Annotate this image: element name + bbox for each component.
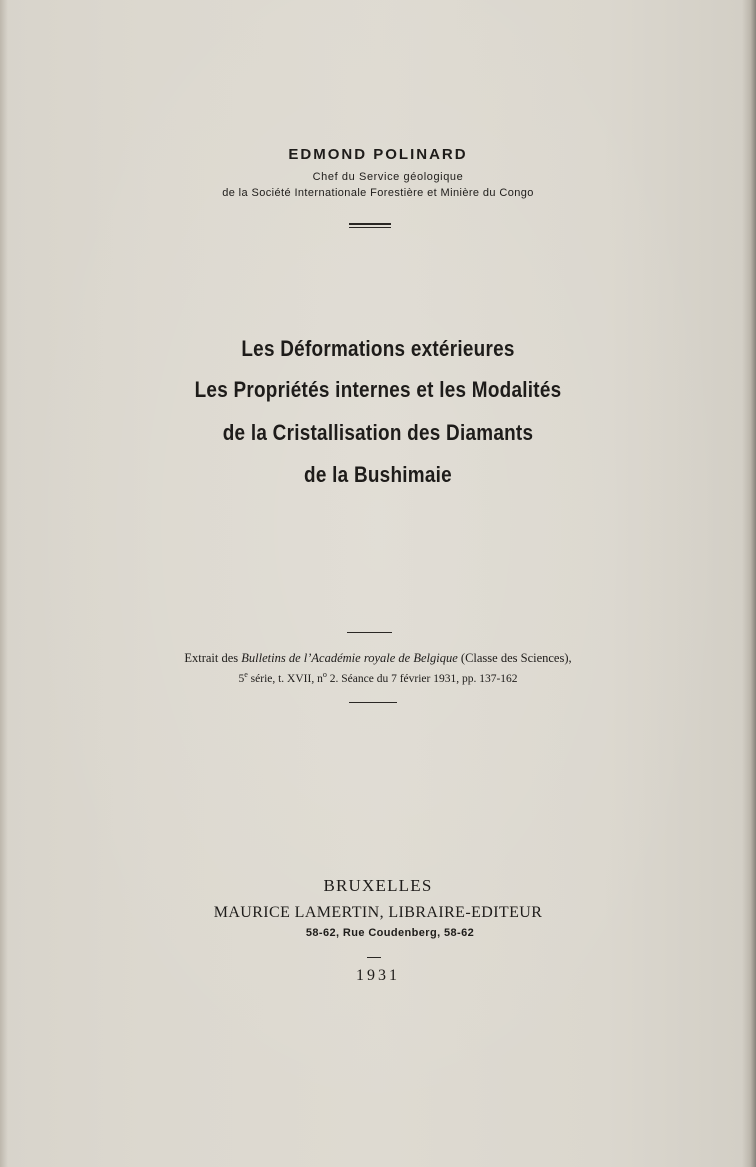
rule-divider-top — [347, 632, 392, 633]
title-line-1: Les Déformations extérieures — [241, 336, 515, 361]
extract-number-superscript: o — [322, 670, 327, 679]
extract-line-2 — [0, 670, 756, 685]
publication-year: 1931 — [356, 967, 400, 984]
page-edge-left — [0, 0, 8, 1167]
extract-series-superscript: e — [244, 670, 248, 679]
extract-suffix: (Classe des Sciences), — [457, 651, 572, 665]
publisher-city: BRUXELLES — [323, 876, 433, 895]
author-name: EDMOND POLINARD — [288, 146, 468, 163]
double-rule-divider — [349, 223, 391, 228]
extract-line-1 — [0, 651, 756, 666]
author-affiliation-line-2: de la Société Internationale Forestière et Minière du Congo — [222, 187, 534, 199]
publisher-address: 58-62, Rue Coudenberg, 58-62 — [305, 927, 475, 939]
extract-session: 2. Séance du 7 février 1931, pp. 137-162 — [326, 672, 518, 685]
extract-volume: série, t. XVII, n — [247, 672, 323, 685]
title-line-2: Les Propriétés internes et les Modalités — [194, 377, 562, 402]
title-line-3: de la Cristallisation des Diamants — [222, 420, 534, 445]
short-dash-divider — [367, 957, 381, 958]
author-affiliation-line-1: Chef du Service géologique — [312, 171, 464, 183]
rule-divider-bottom — [349, 702, 397, 703]
title-line-4: de la Bushimaie — [304, 462, 452, 487]
publisher-name: MAURICE LAMERTIN, LIBRAIRE-EDITEUR — [213, 904, 543, 921]
extract-bulletin-title: Bulletins de l’Académie royale de Belgique — [241, 651, 458, 665]
extract-prefix: Extrait des — [184, 651, 242, 665]
extract-series-number: 5 — [238, 672, 245, 685]
